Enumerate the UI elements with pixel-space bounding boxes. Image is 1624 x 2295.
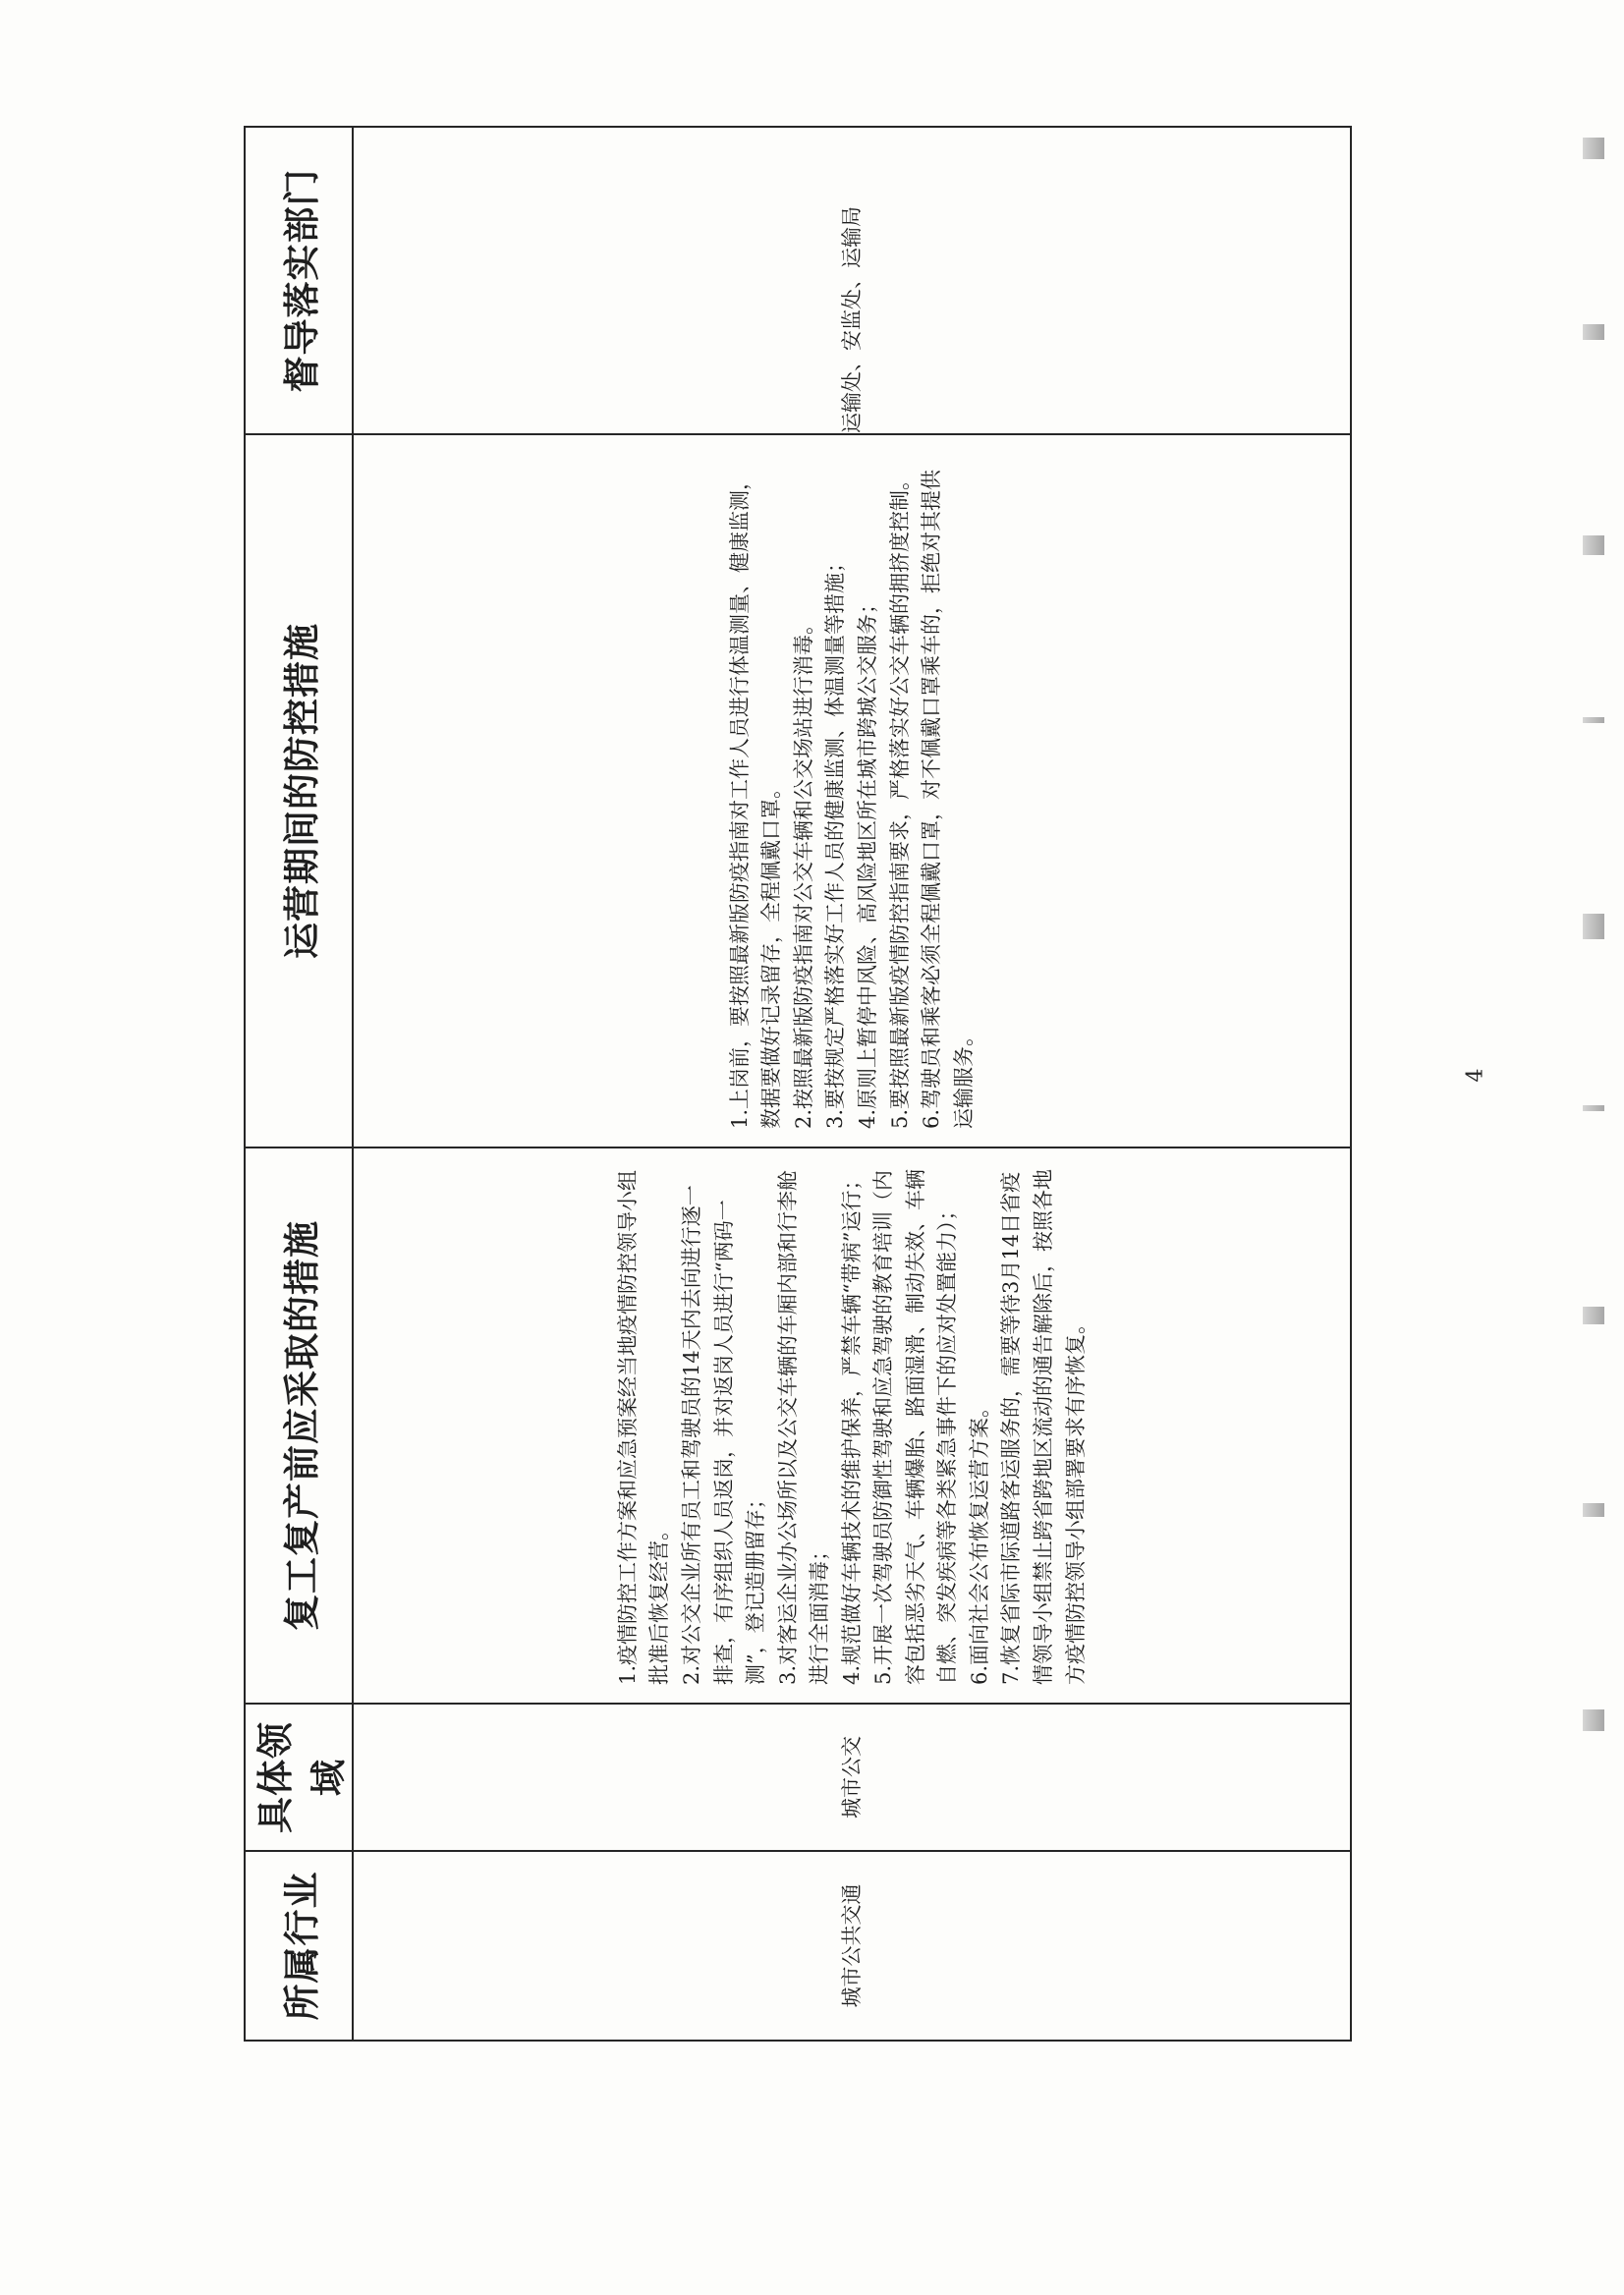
list-item: 3.要按规定严格落实好工作人员的健康监测、体温测量等措施； bbox=[823, 551, 848, 1129]
pre-resumption-list bbox=[612, 1148, 1092, 1703]
header-row bbox=[245, 127, 353, 2041]
page-number: 4 bbox=[1463, 1068, 1488, 1083]
list-item: 4.原则上暂停中风险、高风险地区所在城市跨城公交服务； bbox=[856, 592, 879, 1129]
scan-margin-mark bbox=[1583, 324, 1604, 340]
scan-margin-mark bbox=[1583, 535, 1604, 555]
scan-margin-mark bbox=[1583, 914, 1604, 939]
cell-industry: 城市公共交通 bbox=[353, 1851, 1351, 2041]
cell-field: 城市公交 bbox=[353, 1704, 1351, 1851]
list-item: 3.对客运企业办公场所以及公交车辆的车厢内部和行李舱进行全面消毒； bbox=[775, 1169, 832, 1685]
list-item: 7.恢复省际市际道路客运服务的，需要等待3月14日省疫情领导小组禁止跨省跨地区流动的通告解除后，按照各地方疫情防控领导小组部署要求有序恢复。 bbox=[999, 1169, 1088, 1685]
scan-margin-mark bbox=[1583, 1503, 1604, 1517]
scan-margin-mark bbox=[1583, 138, 1604, 159]
scan-margin-mark bbox=[1583, 717, 1604, 723]
list-item: 6.驾驶员和乘客必须全程佩戴口罩，对不佩戴口罩乘车的，拒绝对其提供运输服务。 bbox=[920, 469, 976, 1129]
header-industry: 所属行业 bbox=[245, 1851, 353, 2041]
list-item: 2.按照最新版防疫指南对公交车辆和公交场站进行消毒。 bbox=[791, 613, 815, 1129]
scan-margin-mark bbox=[1583, 1709, 1604, 1731]
list-item: 6.面向社会公布恢复运营方案。 bbox=[967, 1396, 991, 1685]
list-item: 1.上岗前，要按照最新版防疫指南对工作人员进行体温测量、健康监测，数据要做好记录留存，全程佩戴口罩。 bbox=[727, 469, 784, 1129]
list-item: 4.规范做好车辆技术的维护保养，严禁车辆“带病”运行； bbox=[839, 1169, 864, 1685]
header-field: 具体领域 bbox=[245, 1704, 353, 1851]
header-operation-measures: 运营期间的防控措施 bbox=[245, 434, 353, 1148]
cell-operation-measures bbox=[353, 434, 1351, 1148]
rotated-table-wrapper bbox=[244, 128, 1352, 2042]
list-item: 5.开展一次驾驶员防御性驾驶和应急驾驶的教育培训（内容包括恶劣天气、车辆爆胎、路面湿滑、制动失效、车辆自燃、突发疾病等各类紧急事件下的应对处置能力）； bbox=[871, 1169, 960, 1685]
list-item: 2.对公交企业所有员工和驾驶员的14天内去向进行逐一排查，有序组织人员返岗，并对返岗人员进行“两码一测”，登记造册留存； bbox=[679, 1185, 768, 1685]
cell-pre-resumption bbox=[353, 1148, 1351, 1704]
header-supervising-dept: 督导落实部门 bbox=[245, 127, 353, 434]
cell-supervising-dept: 运输处、安监处、运输局 bbox=[353, 127, 1351, 434]
scan-margin-mark bbox=[1583, 1307, 1604, 1324]
table-row bbox=[353, 127, 1351, 2041]
scan-margin-mark bbox=[1583, 1105, 1604, 1111]
list-item: 5.要按照最新版疫情防控指南要求，严格落实好公交车辆的拥挤度控制。 bbox=[887, 469, 912, 1129]
list-item: 1.疫情防控工作方案和应急预案经当地疫情防控领导小组批准后恢复经营。 bbox=[615, 1169, 672, 1685]
operation-measures-list bbox=[724, 435, 980, 1147]
header-pre-resumption: 复工复产前应采取的措施 bbox=[245, 1148, 353, 1704]
measures-table bbox=[244, 126, 1352, 2042]
